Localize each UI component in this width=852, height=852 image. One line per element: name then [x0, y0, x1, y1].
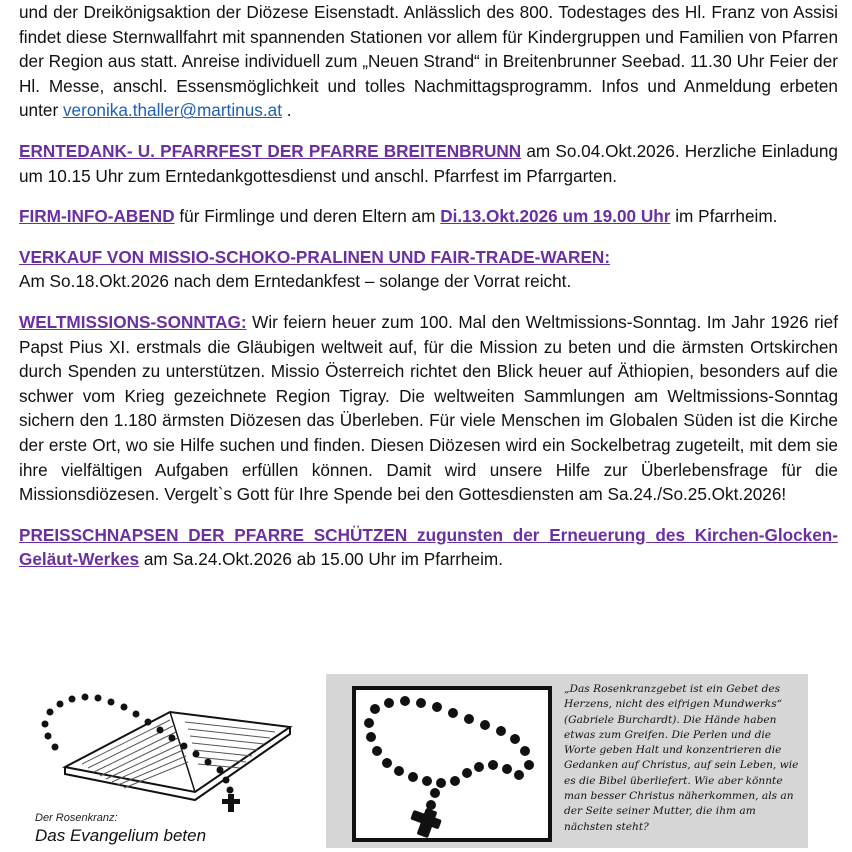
caption-big: Das Evangelium beten — [35, 826, 207, 845]
paragraph-weltmission — [19, 310, 838, 507]
paragraph-text: am Sa.24.Okt.2026 ab 15.00 Uhr im Pfarrheim. — [139, 549, 504, 570]
paragraph-preisschnapsen — [19, 523, 838, 572]
paragraph-text: für Firmlinge und deren Eltern am — [174, 206, 441, 227]
paragraph-verkauf — [19, 245, 838, 294]
heading-preisschnapsen: PREISSCHNAPSEN DER PFARRE SCHÜTZEN zugunsten der Erneuerung des Kirchen-Glocken-Geläut-Werkes — [19, 524, 838, 570]
quote-text: „Das Rosenkranzgebet ist ein Gebet des Herzens, nicht des eifrigen Mundwerks“ (Gabriele Burchardt). Die Hände haben etwas zum Greifen. Die Perlen und die Worte geben Halt und konzentrieren die Gedanken auf Christus, auf sein Leben, wie es die Bibel überliefert. Wie aber könnte man besser Christus näherkommen, als an der Seite seiner Mutter, die ihm am nächsten steht? — [564, 683, 799, 833]
bulletin-page — [19, 0, 838, 572]
paragraph-text: und der Dreikönigsaktion der Diözese Eisenstadt. Anlässlich des 800. Todestages des Hl. Franz von Assisi findet diese Sternwallfahrt mit spannenden Stationen vor allem für Kindergruppen und Familien von Pfarren der Region aus statt. Anreise individuell zum „Neuen Strand“ in Breitenbrunner Seebad. 11.30 Uhr Feier der Hl. Messe, anschl. Essensmöglichkeit und tolles Nachmittagsprogramm. Infos und Anmeldung erbeten unter — [19, 2, 838, 121]
paragraph-text: Wir feiern heuer zum 100. Mal den Weltmissions-Sonntag. Im Jahr 1926 rief Papst Pius XI. erstmals die Gläubigen weltweit auf, für die Mission zu beten und die ärmsten Ortskirchen durch Spenden zu unterstützen. Missio Österreich richtet den Blick heuer auf Äthiopien, besonders auf die schwer vom Krieg gezeichnete Region Tigray. Die weltweiten Sammlungen am Weltmissions-Sonntag sichern den 1.180 ärmsten Diözesen das Überleben. Für viele Menschen im Globalen Süden ist die Kirche der erste Ort, wo sie Hilfe suchen und finden. Diesen Diözesen wird ein Sockelbetrag zugeteilt, mit dem sie ihre vielfältigen Aufgaben erfüllen können. Damit wird unsere Hilfe zur Überlebensfrage für die Missionsdiözesen. Vergelt`s Gott für Ihre Spende bei den Gottesdiensten am Sa.24./So.25.Okt.2026! — [19, 311, 838, 505]
paragraph-text: im Pfarrheim. — [670, 206, 778, 227]
heading-erntedank: ERNTEDANK- U. PFARRFEST DER PFARRE BREITENBRUNN — [19, 140, 522, 161]
paragraph-erntedank — [19, 139, 838, 188]
paragraph-text: Am So.18.Okt.2026 nach dem Erntedankfest – solange der Vorrat reicht. — [19, 271, 572, 292]
paragraph-end: . — [281, 100, 292, 121]
heading-verkauf: VERKAUF VON MISSIO-SCHOKO-PRALINEN UND FAIR-TRADE-WAREN: — [19, 246, 611, 267]
heading-weltmission: WELTMISSIONS-SONNTAG: — [19, 311, 247, 332]
paragraph-firm-info — [19, 204, 838, 229]
rosary-cross-woodcut-icon — [352, 686, 552, 842]
email-link[interactable]: veronika.thaller@martinus.at — [62, 100, 282, 121]
paragraph-text: am So.04.Okt.2026. Herzliche Einladung um 10.15 Uhr zum Erntedankgottesdienst und anschl. Pfarrfest im Pfarrgarten. — [19, 140, 838, 186]
paragraph-sternwallfahrt — [19, 0, 838, 123]
caption-small: Der Rosenkranz: — [35, 812, 118, 824]
heading-firm-info: FIRM-INFO-ABEND — [19, 206, 175, 227]
firm-info-date: Di.13.Okt.2026 um 19.00 Uhr — [440, 206, 671, 227]
